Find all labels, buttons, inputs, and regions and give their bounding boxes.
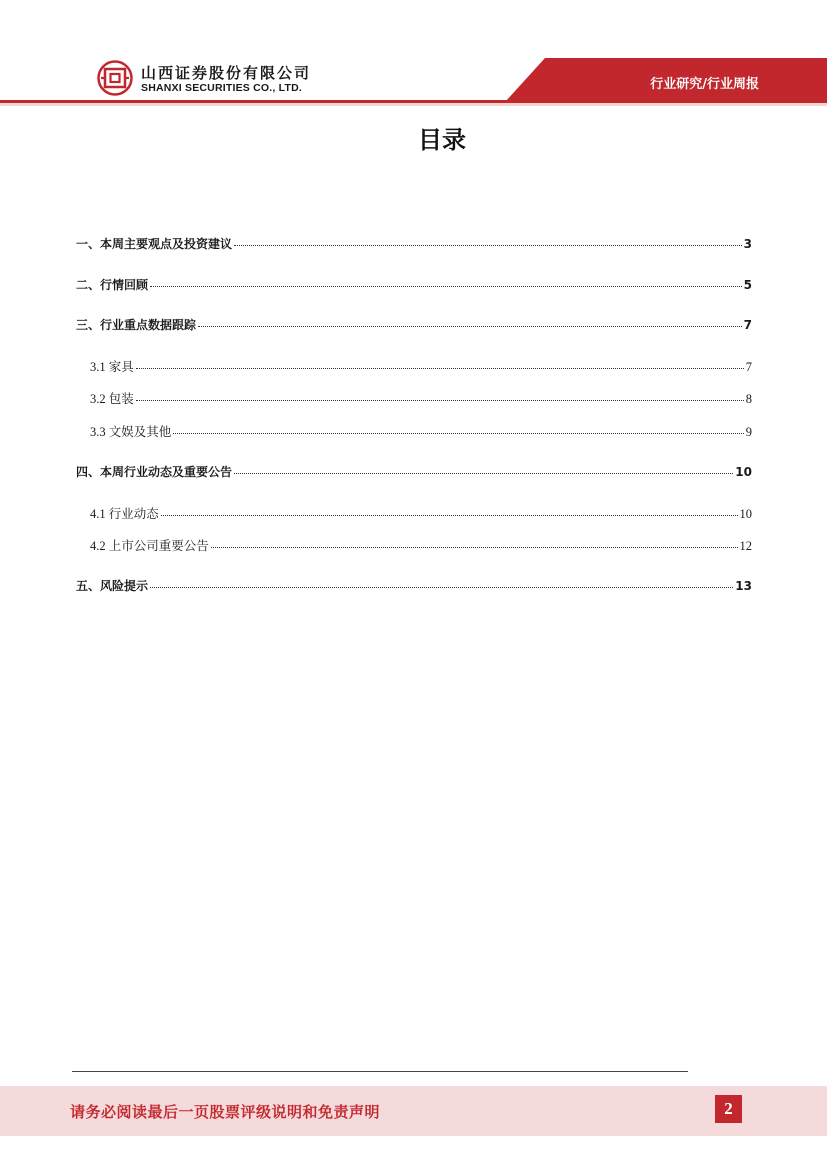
toc-entry-page: 9 xyxy=(745,425,752,439)
toc-subentry[interactable] xyxy=(90,504,752,522)
toc-entry-label: 4.2 上市公司重要公告 xyxy=(90,539,209,553)
toc-entry[interactable] xyxy=(76,235,752,253)
company-name-cn: 山西证券股份有限公司 xyxy=(141,64,312,82)
toc-leader-dots xyxy=(136,356,744,369)
toc-entry-page: 12 xyxy=(739,539,752,553)
toc-entry-page: 3 xyxy=(743,237,752,251)
toc-entry[interactable] xyxy=(76,276,752,294)
toc-entry-page: 13 xyxy=(735,579,752,593)
toc-entry-page: 7 xyxy=(743,318,752,332)
toc-entry-label: 4.1 行业动态 xyxy=(90,507,159,521)
toc-subentry[interactable] xyxy=(90,422,752,440)
toc-entry-page: 10 xyxy=(735,465,752,479)
company-name-en: SHANXI SECURITIES CO., LTD. xyxy=(141,82,302,94)
toc-subentry[interactable] xyxy=(90,389,752,407)
toc-entry-label: 三、行业重点数据跟踪 xyxy=(76,318,197,332)
toc-leader-dots xyxy=(211,535,738,548)
toc-entry[interactable] xyxy=(76,316,752,334)
toc-leader-dots xyxy=(173,421,743,434)
shanxi-securities-logo-icon xyxy=(97,60,133,96)
toc-entry-page: 8 xyxy=(745,392,752,406)
toc-leader-dots xyxy=(136,388,744,401)
toc-subentry[interactable] xyxy=(90,357,752,375)
toc-entry-label: 3.2 包装 xyxy=(90,392,134,406)
toc-leader-dots xyxy=(198,314,742,327)
toc-leader-dots xyxy=(150,575,733,588)
toc-entry-page: 5 xyxy=(743,278,752,292)
page-header xyxy=(0,0,827,112)
footer-disclaimer: 请务必阅读最后一页股票评级说明和免责声明 xyxy=(70,1103,381,1121)
toc-entry-label: 四、本周行业动态及重要公告 xyxy=(76,465,233,479)
toc-entry-label: 一、本周主要观点及投资建议 xyxy=(76,237,233,251)
report-category-tag: 行业研究/行业周报 xyxy=(650,77,759,92)
toc-title: 目录 xyxy=(418,126,466,154)
toc-entry-label: 二、行情回顾 xyxy=(76,278,149,292)
toc-leader-dots xyxy=(161,503,738,516)
toc-entry-page: 10 xyxy=(739,507,752,521)
toc-leader-dots xyxy=(234,461,733,474)
toc-entry-label: 3.1 家具 xyxy=(90,360,134,374)
page-number-badge: 2 xyxy=(715,1095,742,1123)
toc-entry[interactable] xyxy=(76,463,752,481)
toc-entry-label: 五、风险提示 xyxy=(76,579,149,593)
toc-leader-dots xyxy=(234,233,742,246)
toc-entry[interactable] xyxy=(76,577,752,595)
toc-subentry[interactable] xyxy=(90,536,752,554)
toc-leader-dots xyxy=(150,274,742,287)
toc-entry-label: 3.3 文娱及其他 xyxy=(90,425,172,439)
toc-entry-page: 7 xyxy=(745,360,752,374)
footer-divider xyxy=(72,1071,688,1072)
